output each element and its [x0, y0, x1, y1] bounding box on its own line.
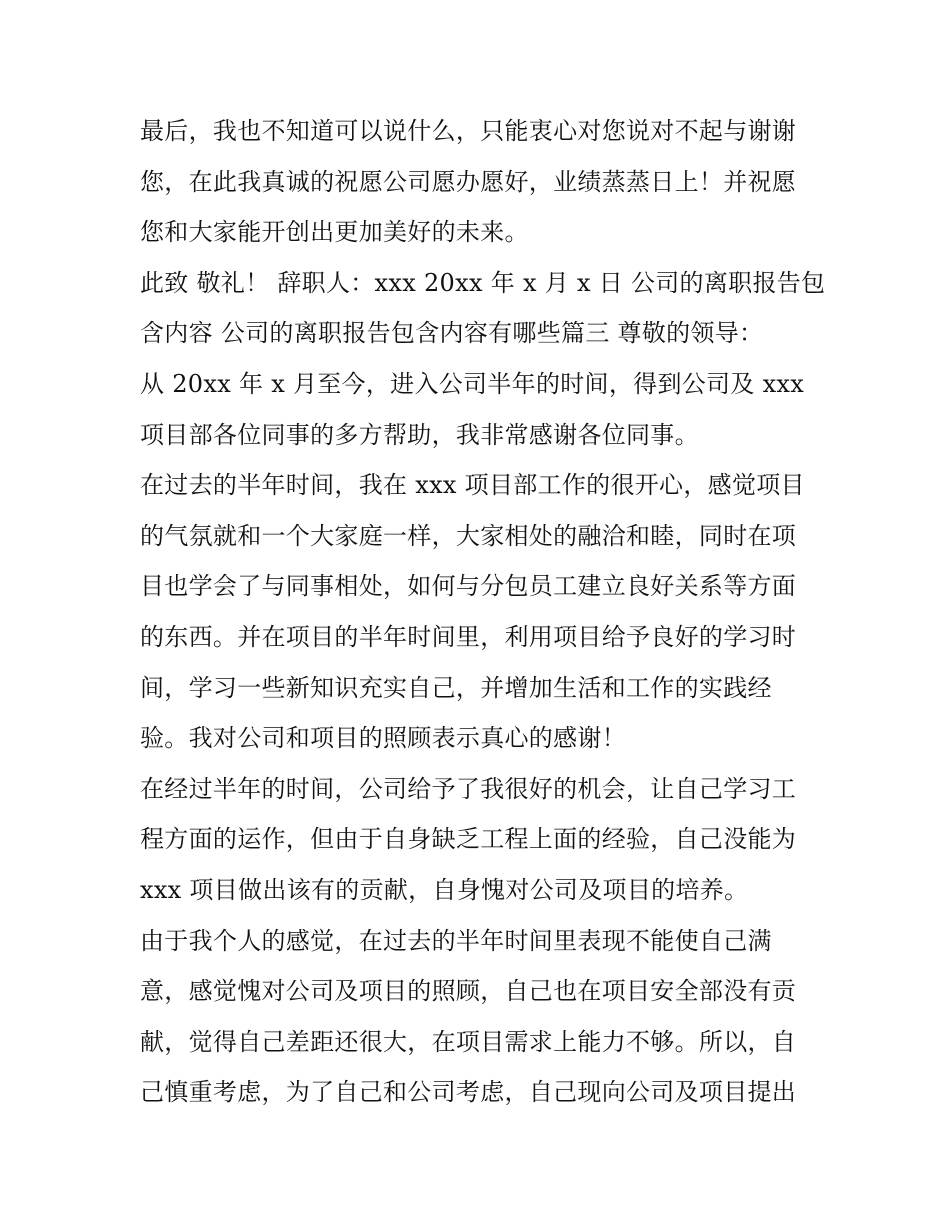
- text-line: 的东西。并在项目的半年时间里，利用项目给予良好的学习时: [140, 622, 797, 651]
- text-line: 的气氛就和一个大家庭一样，大家相处的融洽和睦，同时在项: [140, 521, 797, 550]
- document-body: [140, 106, 826, 1118]
- text-line: 在经过半年的时间，公司给予了我很好的机会，让自己学习工: [140, 774, 797, 803]
- text-line: 献，觉得自己差距还很大，在项目需求上能力不够。所以，自: [140, 1027, 797, 1056]
- text-line: 您，在此我真诚的祝愿公司愿办愿好，业绩蒸蒸日上！并祝愿: [140, 167, 797, 196]
- text-line: xxx 项目做出该有的贡献，自身愧对公司及项目的培养。: [140, 875, 749, 904]
- text-line: 目也学会了与同事相处，如何与分包员工建立良好关系等方面: [140, 572, 797, 601]
- text-line: 项目部各位同事的多方帮助，我非常感谢各位同事。: [140, 420, 699, 449]
- text-line: 间，学习一些新知识充实自己，并增加生活和工作的实践经: [140, 673, 772, 702]
- text-line: 含内容 公司的离职报告包含内容有哪些篇三 尊敬的领导：: [140, 319, 764, 348]
- text-line: 由于我个人的感觉，在过去的半年时间里表现不能使自己满: [140, 926, 772, 955]
- text-line: 您和大家能开创出更加美好的未来。: [140, 218, 529, 247]
- text-line: 意，感觉愧对公司及项目的照顾，自己也在项目安全部没有贡: [140, 977, 797, 1006]
- text-line: 最后，我也不知道可以说什么，只能衷心对您说对不起与谢谢: [140, 117, 797, 145]
- text-line: 在过去的半年时间，我在 xxx 项目部工作的很开心，感觉项目: [140, 471, 805, 500]
- text-line: 程方面的运作，但由于自身缺乏工程上面的经验，自己没能为: [140, 825, 797, 854]
- text-line: 验。我对公司和项目的照顾表示真心的感谢！: [140, 724, 626, 753]
- text-line: 己慎重考虑，为了自己和公司考虑，自己现向公司及项目提出: [140, 1078, 797, 1107]
- text-line: 从 20xx 年 x 月至今，进入公司半年的时间，得到公司及 xxx: [140, 369, 805, 398]
- text-line: 此致 敬礼！ 辞职人：xxx 20xx 年 x 月 x 日 公司的离职报告包: [140, 268, 826, 297]
